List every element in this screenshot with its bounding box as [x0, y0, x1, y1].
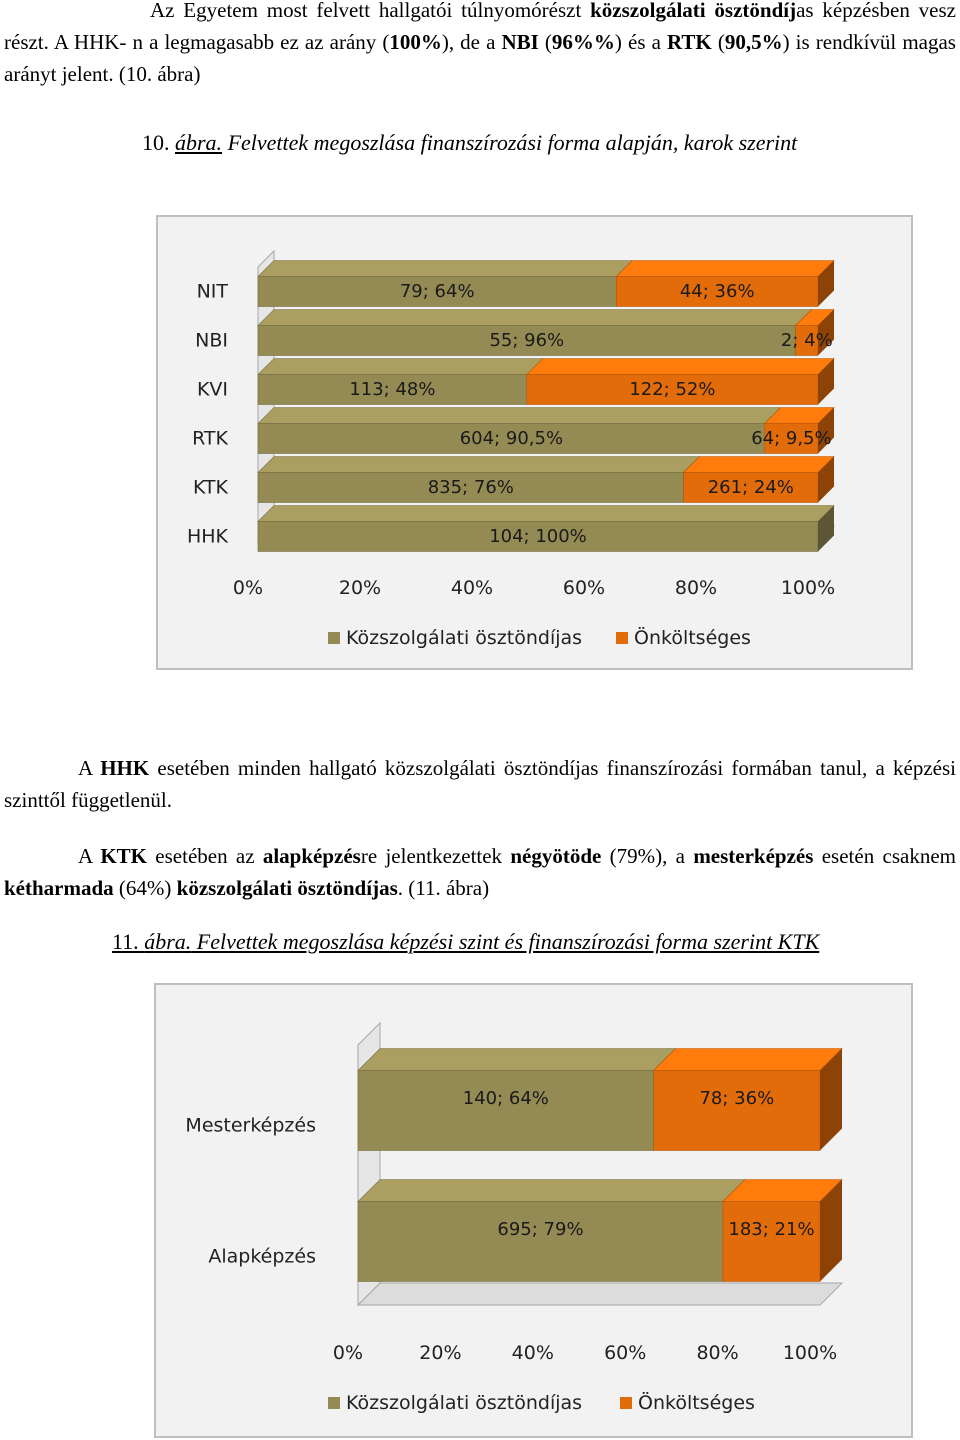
text-run: ) és a	[614, 30, 667, 54]
data-label: 695; 79%	[497, 1219, 584, 1240]
text-run: (64%)	[113, 876, 177, 900]
data-label: 2; 4%	[780, 330, 833, 351]
data-label: 79; 64%	[399, 281, 475, 302]
figure-10-abra: ábra.	[175, 130, 223, 155]
text-run: ), de a	[441, 30, 502, 54]
figure-11-number: 11.	[112, 929, 145, 954]
bar-top-face	[258, 506, 834, 522]
text-run: esetén csaknem	[813, 844, 956, 868]
ktk-paragraph	[4, 840, 956, 904]
figure-10-number: 10.	[142, 130, 175, 155]
bar-top-face	[258, 359, 543, 375]
data-label: 44; 36%	[679, 281, 755, 302]
chart-10-frame	[156, 215, 913, 670]
text-run: A	[78, 756, 101, 780]
text-run: (79%), a	[601, 844, 694, 868]
chart-10	[158, 217, 911, 668]
category-label: KTK	[192, 476, 228, 499]
x-tick-label: 20%	[338, 577, 382, 599]
data-label: 104; 100%	[489, 526, 587, 547]
bold-text-run: négyötöde	[510, 844, 602, 868]
text-run: A	[78, 844, 101, 868]
bar-top-face	[258, 408, 781, 424]
x-tick-label: 40%	[450, 577, 494, 599]
data-label: 64; 9,5%	[751, 428, 832, 449]
x-tick-label: 0%	[332, 1342, 364, 1364]
text-run: esetében minden hallgató közszolgálati ösztöndíjas finanszírozási formában tanul, a képzési szinttől függetlenül.	[4, 756, 956, 812]
bar-top-face	[527, 359, 834, 375]
intro-paragraph	[4, 0, 956, 90]
data-label: 122; 52%	[629, 379, 716, 400]
bar-top-face	[616, 261, 834, 277]
chart-floor	[358, 1283, 842, 1305]
x-tick-label: 0%	[232, 577, 264, 599]
bar-top-face	[654, 1049, 842, 1071]
bold-text-run: kétharmada	[4, 876, 114, 900]
bar-segment	[654, 1071, 820, 1151]
x-tick-label: 80%	[674, 577, 718, 599]
x-tick-label: 100%	[782, 1342, 838, 1364]
text-run: (	[538, 30, 552, 54]
figure-10-title: Felvettek megoszlása finanszírozási forma alapján, karok szerint	[222, 130, 798, 155]
bold-text-run: 96%%	[551, 30, 615, 54]
legend-swatch	[328, 1397, 340, 1409]
text-run: esetében az	[147, 844, 263, 868]
legend-label: Önköltséges	[634, 627, 751, 649]
figure-10-caption	[142, 130, 797, 156]
x-tick-label: 60%	[562, 577, 606, 599]
legend-label: Önköltséges	[638, 1392, 755, 1414]
text-run: (	[711, 30, 725, 54]
bar-top-face	[358, 1049, 676, 1071]
chart-11	[156, 985, 911, 1436]
bold-text-run: RTK	[666, 30, 712, 54]
bold-text-run: 90,5%	[724, 30, 783, 54]
text-run: re jelentkezettek	[360, 844, 511, 868]
category-label: Mesterképzés	[185, 1114, 316, 1137]
text-run: ) is rendkívül magas arányt jelent. (10. ábra)	[4, 30, 956, 86]
x-tick-label: 20%	[419, 1342, 462, 1364]
data-label: 604; 90,5%	[459, 428, 564, 449]
legend-label: Közszolgálati ösztöndíjas	[346, 1392, 583, 1414]
figure-11-title: Felvettek megoszlása képzési szint és finanszírozási forma szerint KTK	[191, 929, 820, 954]
category-label: NBI	[195, 329, 228, 352]
bold-text-run: közszolgálati ösztöndíj	[590, 0, 797, 22]
text-run: as képzésben vesz részt. A HHK- n a legmagasabb ez az arány (	[4, 0, 957, 54]
x-tick-label: 60%	[604, 1342, 647, 1364]
bar-segment	[723, 1202, 820, 1282]
figure-11-caption	[112, 929, 819, 955]
category-label: Alapképzés	[208, 1245, 316, 1268]
bold-text-run: 100%	[389, 30, 442, 54]
bold-text-run: közszolgálati ösztöndíjas	[176, 876, 398, 900]
bold-text-run: mesterképzés	[693, 844, 814, 868]
bar-top-face	[684, 457, 834, 473]
chart-11-frame	[154, 983, 913, 1438]
x-tick-label: 80%	[696, 1342, 739, 1364]
data-label: 183; 21%	[728, 1219, 815, 1240]
category-label: KVI	[196, 378, 228, 401]
bold-text-run: HHK	[100, 756, 150, 780]
bar-top-face	[358, 1180, 745, 1202]
data-label: 835; 76%	[427, 477, 514, 498]
bar-segment	[358, 1071, 654, 1151]
bar-top-face	[258, 457, 700, 473]
data-label: 113; 48%	[349, 379, 436, 400]
data-label: 261; 24%	[707, 477, 794, 498]
bar-segment	[358, 1202, 723, 1282]
x-tick-label: 100%	[780, 577, 836, 599]
bold-text-run: KTK	[100, 844, 147, 868]
figure-11-abra: ábra.	[144, 929, 192, 954]
bold-text-run: alapképzés	[262, 844, 361, 868]
text-run: . (11. ábra)	[397, 876, 490, 900]
x-tick-label: 40%	[511, 1342, 554, 1364]
legend-swatch	[620, 1397, 632, 1409]
text-run: Az Egyetem most felvett hallgatói túlnyomórészt	[150, 0, 591, 22]
data-label: 140; 64%	[462, 1088, 549, 1109]
data-label: 55; 96%	[489, 330, 565, 351]
hhk-paragraph	[4, 752, 956, 816]
bar-top-face	[258, 261, 632, 277]
legend-label: Közszolgálati ösztöndíjas	[346, 627, 583, 649]
bar-top-face	[258, 310, 812, 326]
legend-swatch	[616, 632, 628, 644]
bold-text-run: NBI	[501, 30, 539, 54]
category-label: RTK	[192, 427, 228, 450]
legend-swatch	[328, 632, 340, 644]
category-label: NIT	[196, 280, 228, 303]
data-label: 78; 36%	[699, 1088, 775, 1109]
category-label: HHK	[186, 525, 228, 548]
